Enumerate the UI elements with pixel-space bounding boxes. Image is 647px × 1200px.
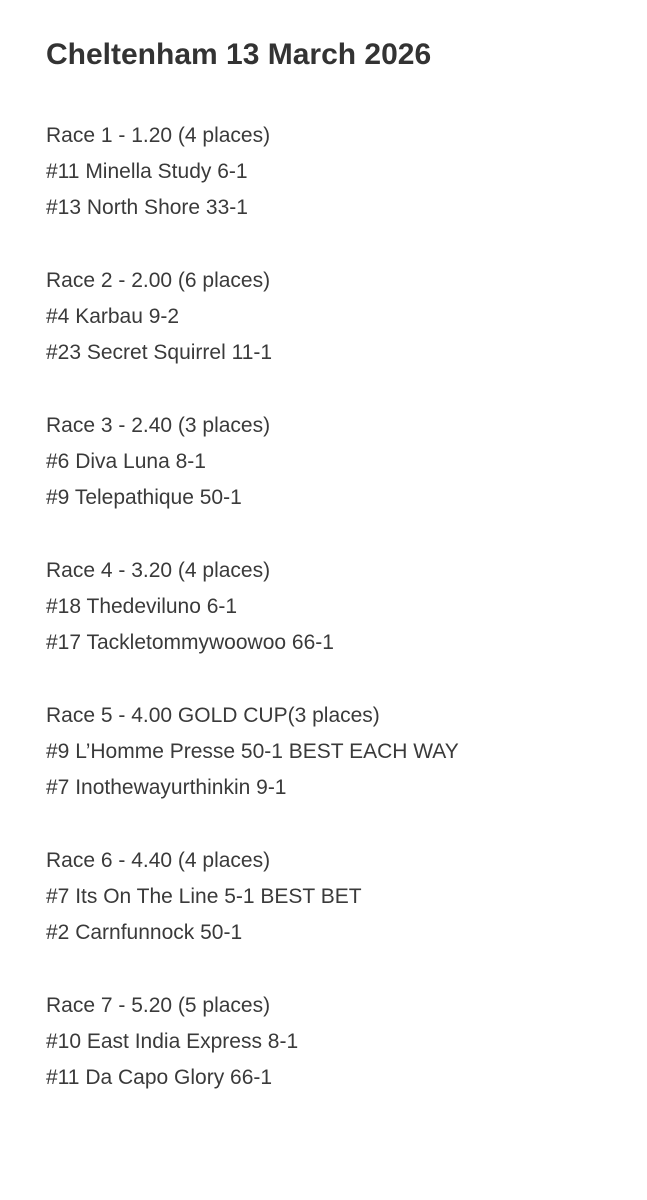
race-block-3 [46, 408, 636, 553]
race-heading: Race 1 - 1.20 (4 places) [46, 124, 271, 147]
race-heading: Race 3 - 2.40 (3 places) [46, 414, 271, 437]
race-heading: Race 6 - 4.40 (4 places) [46, 849, 271, 872]
race-block-5 [46, 698, 636, 843]
race-selection: #11 Da Capo Glory 66-1 [46, 1066, 273, 1089]
race-block-2 [46, 263, 636, 408]
race-selection: #7 Inothewayurthinkin 9-1 [46, 776, 287, 799]
race-selection: #6 Diva Luna 8-1 [46, 450, 206, 473]
race-list [46, 118, 636, 1133]
note-title: Cheltenham 13 March 2026 [46, 38, 432, 71]
race-selection: #2 Carnfunnock 50-1 [46, 921, 243, 944]
race-block-6 [46, 843, 636, 988]
race-block-4 [46, 553, 636, 698]
race-heading: Race 4 - 3.20 (4 places) [46, 559, 271, 582]
race-selection: #17 Tackletommywoowoo 66-1 [46, 631, 334, 654]
race-selection: #11 Minella Study 6-1 [46, 160, 248, 183]
race-selection: #23 Secret Squirrel 11-1 [46, 341, 273, 364]
race-selection: #7 Its On The Line 5-1 BEST BET [46, 885, 362, 908]
race-heading: Race 2 - 2.00 (6 places) [46, 269, 271, 292]
race-selection: #13 North Shore 33-1 [46, 196, 248, 219]
race-block-7 [46, 988, 636, 1133]
race-selection: #10 East India Express 8-1 [46, 1030, 299, 1053]
race-selection: #18 Thedeviluno 6-1 [46, 595, 238, 618]
race-heading: Race 5 - 4.00 GOLD CUP(3 places) [46, 704, 380, 727]
race-selection: #4 Karbau 9-2 [46, 305, 180, 328]
race-selection: #9 Telepathique 50-1 [46, 486, 242, 509]
race-heading: Race 7 - 5.20 (5 places) [46, 994, 271, 1017]
race-selection: #9 L’Homme Presse 50-1 BEST EACH WAY [46, 740, 459, 763]
race-block-1 [46, 118, 636, 263]
